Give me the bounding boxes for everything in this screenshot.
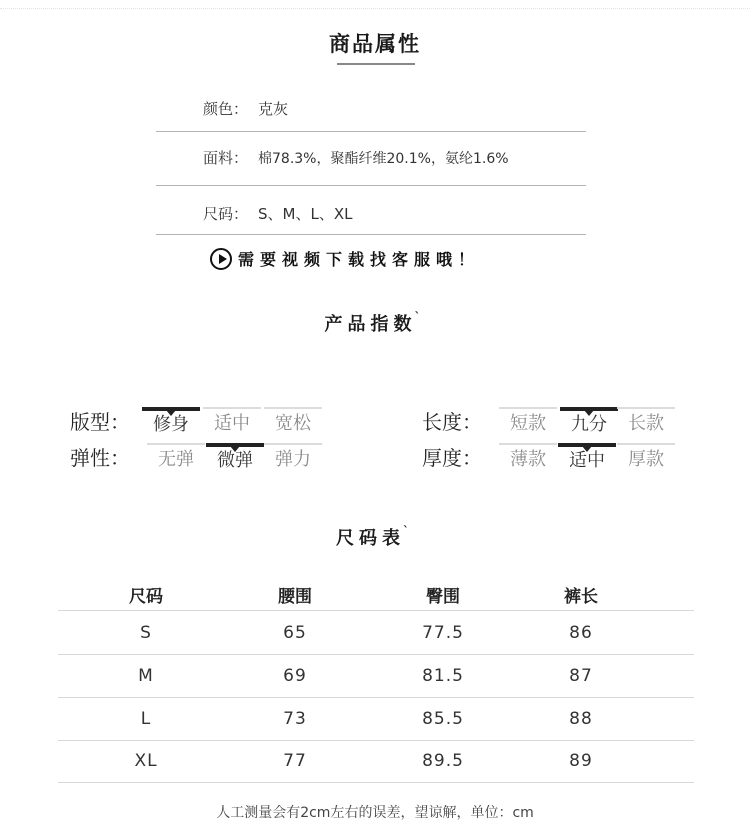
cell-size: M (138, 666, 154, 686)
cell-size: L (140, 709, 152, 729)
attr-divider (156, 234, 586, 235)
size-chart-title (0, 524, 750, 550)
table-row-divider (58, 654, 694, 655)
table-row-divider (58, 697, 694, 698)
top-dotted-divider (0, 8, 750, 9)
play-circle-icon (210, 248, 232, 270)
thickness-option: 薄款 (499, 443, 557, 473)
thickness-option: 适中 (558, 443, 616, 473)
cell-waist: 77 (283, 751, 307, 771)
cell-waist: 69 (283, 666, 307, 686)
product-index-title (0, 310, 750, 336)
attr-fabric-value: 棉78.3%，聚酯纤维20.1%，氨纶1.6% (258, 151, 509, 167)
length-option: 九分 (560, 407, 618, 437)
attr-row-size (203, 203, 352, 224)
measurement-footnote: 人工测量会有2cm左右的误差，望谅解，单位：cm (216, 805, 534, 821)
table-row-divider (58, 610, 694, 611)
cell-waist: 73 (283, 709, 307, 729)
table-row-divider (58, 782, 694, 783)
cell-hip: 89.5 (422, 751, 464, 771)
table-row-divider (58, 740, 694, 741)
attr-fabric-label: 面料： (203, 149, 249, 167)
attr-row-color (203, 98, 288, 119)
length-option: 短款 (499, 407, 557, 437)
cell-waist: 65 (283, 623, 307, 643)
thickness-option: 厚款 (617, 443, 675, 473)
cell-hip: 81.5 (422, 666, 464, 686)
cell-hip: 77.5 (422, 623, 464, 643)
elasticity-option: 弹力 (264, 443, 322, 473)
cell-length: 88 (569, 709, 593, 729)
cell-length: 87 (569, 666, 593, 686)
attr-size-value: S、M、L、XL (258, 205, 353, 223)
elasticity-option: 无弹 (147, 443, 205, 473)
attr-color-label: 颜色： (203, 100, 249, 118)
cell-length: 89 (569, 751, 593, 771)
attributes-title-underline (337, 63, 415, 65)
fit-option: 宽松 (264, 407, 322, 437)
header-hip: 臀围 (426, 587, 460, 607)
product-index-title-text: 产品指数 (324, 314, 417, 335)
fit-option: 适中 (203, 407, 261, 437)
size-chart-title-mark: ˋ (403, 524, 414, 538)
product-index-title-mark: ˋ (414, 310, 426, 324)
cell-size: S (140, 623, 152, 643)
cell-length: 86 (569, 623, 593, 643)
attr-divider (156, 131, 586, 132)
video-notice-text: 需要视频下载找客服哦！ (238, 250, 481, 269)
cell-size: XL (134, 751, 158, 771)
length-option: 长款 (617, 407, 675, 437)
size-chart-title-text: 尺码表 (336, 528, 405, 549)
attributes-title: 商品属性 (329, 32, 421, 56)
header-size: 尺码 (129, 587, 163, 607)
fit-option: 修身 (142, 407, 200, 437)
header-waist: 腰围 (278, 587, 312, 607)
elasticity-option: 微弹 (206, 443, 264, 473)
cell-hip: 85.5 (422, 709, 464, 729)
header-length: 裤长 (564, 587, 598, 607)
thickness-label: 厚度： (422, 446, 482, 470)
attr-size-label: 尺码： (203, 205, 249, 223)
attr-row-fabric (203, 147, 509, 168)
length-label: 长度： (422, 410, 482, 434)
attr-color-value: 克灰 (258, 100, 289, 118)
fit-label: 版型： (70, 410, 130, 434)
video-notice (210, 247, 480, 270)
elasticity-label: 弹性： (70, 446, 130, 470)
attr-divider (156, 185, 586, 186)
